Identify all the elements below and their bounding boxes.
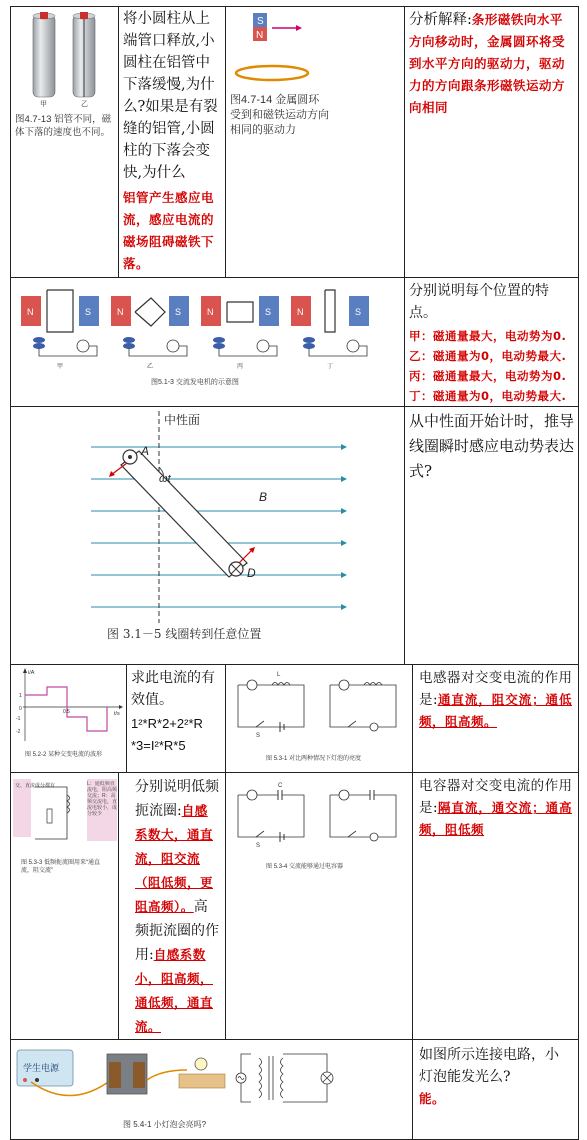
capacitor-label-c: C [278, 783, 283, 789]
cell-inductor-effect [413, 665, 579, 773]
ac-source-icon [370, 723, 378, 731]
tick-neg2: -2 [16, 729, 21, 735]
caption-fig-5-3-3: 图 5.3-3 低频扼流圈用来“通直流，阻交流” [21, 860, 101, 874]
cell-choke-effects [119, 773, 226, 1040]
coil-rotation-figure [11, 407, 383, 643]
point-a-label: A [141, 444, 150, 458]
cell-fig-5-3-4 [226, 773, 413, 1040]
pole-s-jia: S [85, 307, 92, 317]
cell-capacitor-effect [413, 773, 579, 1040]
coil-yi [135, 298, 165, 326]
coil-jia [47, 290, 73, 332]
worksheet-table [10, 6, 579, 1140]
tick-0: 0 [19, 706, 22, 712]
cell-q1 [119, 7, 226, 278]
switch-icon [256, 721, 264, 727]
row-choke-capacitor [11, 773, 579, 1040]
row-induction [11, 7, 579, 278]
tick-neg1: -1 [16, 716, 21, 722]
lamp-icon-right [339, 680, 349, 690]
velocity-arrow-d [239, 549, 253, 563]
capacitor-switch-label: S [256, 843, 261, 849]
field-label: B [259, 490, 268, 504]
caption-fig-5-2-2: 图 5.2-2 某种交变电流的波形 [25, 752, 103, 758]
question-inductor [413, 665, 578, 733]
pole-n-yi: N [117, 307, 124, 317]
angle-label: ωt [159, 473, 171, 485]
caption-fig-4-7-13: 图4.7-13 铝管不同，磁体下落的速度也不同。 [15, 114, 112, 138]
cell-fig-3-1-5 [11, 407, 405, 665]
question-effective: 求此电流的有效值。 [131, 670, 215, 708]
generator-panel-bing [201, 296, 279, 370]
low-choke-question: 分别说明低频扼流圈: [135, 779, 219, 819]
question-emf-expression: 从中性面开始计时，推导线圈瞬时感应电动势表达式? [409, 412, 575, 480]
label-jia: 甲 [40, 101, 47, 108]
answer-lamp: 能。 [419, 1091, 446, 1106]
switch-label-s: S [256, 733, 261, 739]
generator-panel-yi [111, 296, 189, 370]
row-generator [11, 278, 579, 407]
cell-fig-5-3-3 [11, 773, 119, 1040]
generator-panel-jia [21, 290, 99, 370]
waveform-xlabel: t/s [114, 711, 120, 717]
panel-label-bing: 丙 [237, 364, 244, 370]
cell-analysis [405, 7, 579, 278]
question-capacitor [413, 773, 578, 841]
cell-fig-5-1-3 [11, 278, 405, 407]
transformer-figure [11, 1040, 347, 1116]
answer-yi: 乙：磁通量为0，电动势最大. [409, 349, 567, 363]
coil-side-view [121, 451, 247, 577]
coil-ding [325, 290, 335, 332]
calc-line-2: *3=I²*R*5 [131, 738, 186, 753]
waveform-figure [11, 665, 127, 747]
caption-fig-5-1-3: 图5.1-3 交流发电机的示意图 [151, 379, 239, 386]
lamp-base-board [179, 1074, 225, 1088]
point-d-label: D [247, 566, 256, 580]
inductor-circuit-figure [226, 665, 413, 751]
caption-fig-5-3-1: 图 5.3-1 对比两种情况下灯泡的亮度 [266, 756, 362, 762]
ring-magnet-figure [226, 7, 405, 89]
question-aluminum: 将小圆柱从上端管口释放,小圆柱在铝管中下落缓慢,为什么?如果是有裂缝的铝管,小圆柱的下落会变快,为什么 [123, 11, 218, 181]
resistor-icon [47, 809, 52, 823]
lamp-icon [247, 680, 257, 690]
metal-ring-icon [236, 66, 308, 80]
tick-05: 0.5 [63, 709, 70, 715]
question-positions: 分别说明每个位置的特点。 [409, 283, 550, 321]
caption-fig-4-7-14: 图4.7-14 金属圆环受到和磁铁运动方向相同的驱动力 [230, 94, 330, 136]
inductor-answer: 通直流，阻交流；通低频，阻高频。 [419, 692, 573, 729]
answer-jia: 甲：磁通量最大，电动势为0. [409, 329, 567, 343]
analysis-label: 分析解释: [409, 12, 472, 28]
cell-fig-4-7-13 [11, 7, 119, 278]
question-lamp: 如图所示连接电路，小灯泡能发光么? [419, 1047, 560, 1085]
pole-n-bing: N [207, 307, 214, 317]
magnet-cylinder-jia [40, 12, 48, 19]
choke-circuit-figure [11, 773, 119, 855]
inductor-label-l: L [277, 672, 281, 678]
transformer-schematic [236, 1054, 333, 1102]
cell-derivation [405, 407, 579, 665]
generator-figure [11, 278, 383, 374]
row-transformer [11, 1040, 579, 1140]
capacitor-question-text: 电容器对交变电流的作用是: [419, 778, 573, 816]
high-choke-answer: 自感系数小，阻高频，通低频，通直流。 [135, 947, 214, 1034]
waveform-ylabel: i/A [28, 670, 35, 676]
pole-n-ding: N [297, 307, 304, 317]
pole-s-ding: S [355, 307, 362, 317]
power-supply-label: 学生电源 [23, 1063, 60, 1073]
cell-effective-calc [127, 665, 226, 773]
panel-label-ding: 丁 [327, 364, 334, 370]
answer-bing: 丙：磁通量最大，电动势为0. [409, 369, 567, 383]
pole-n-jia: N [27, 307, 34, 317]
capacitor-circuit-left [238, 783, 304, 849]
caption-fig-5-3-4: 图 5.3-4 交流能够通过电容器 [266, 864, 344, 870]
inductor-circuit-left [238, 672, 304, 739]
panel-label-yi: 乙 [147, 364, 154, 370]
capacitor-circuit-figure [226, 773, 413, 859]
capacitor-circuit-right [330, 790, 396, 841]
answer-aluminum: 铝管产生感应电流，感应电流的磁场阻碍磁铁下落。 [123, 190, 215, 271]
capacitor-answer: 隔直流，通交流；通高频，阻低频 [419, 800, 573, 837]
answer-ding: 丁：磁通量为0，电动势最大. [409, 389, 567, 403]
choke-text [119, 773, 225, 1039]
high-choke-question: 高频扼流圈的作用: [135, 899, 219, 963]
analysis-text: 条形磁铁向水平方向移动时，金属圆环将受到水平方向的驱动力，驱动力的方向跟条形磁铁运动方向相同 [409, 12, 566, 115]
row-coil-rotation [11, 407, 579, 665]
caption-fig-3-1-5: 图 3.1－5 线圈转到任意位置 [107, 627, 262, 641]
label-yi: 乙 [81, 101, 88, 108]
bulb-icon [195, 1058, 207, 1070]
coil-bing [227, 302, 253, 322]
cell-generator-answers [405, 278, 579, 407]
tube-jia [33, 15, 55, 97]
magnet-n-label: N [256, 30, 264, 41]
neutral-plane-label: 中性面 [164, 413, 201, 427]
choke-note-right: L：通低频直流电，阻高频交流；R：高频交流电，直流电较小，成分较少 [87, 781, 117, 817]
cell-fig-4-7-14 [226, 7, 405, 278]
calc-line-1: 1²*R*2+2²*R [131, 716, 203, 731]
tick-1: 1 [19, 693, 22, 699]
inductor-circuit-right [330, 680, 396, 731]
inductor-question-text: 电感器对交变电流的作用是: [419, 670, 573, 708]
panel-label-jia: 甲 [57, 364, 64, 370]
low-choke-answer: 自感系数大，通直流，阻交流（阻低频，更阻高频）。 [135, 803, 214, 914]
caption-fig-5-4-1: 图 5.4-1 小灯泡会亮吗? [123, 1120, 207, 1129]
aluminum-tubes-figure [11, 7, 119, 109]
magnet-cylinder-yi [80, 12, 88, 19]
pole-s-yi: S [175, 307, 182, 317]
pole-s-bing: S [265, 307, 272, 317]
cell-fig-5-4-1 [11, 1040, 413, 1140]
cell-transformer-question [413, 1040, 579, 1140]
lamp-icon-cap [247, 790, 257, 800]
cell-fig-5-3-1 [226, 665, 413, 773]
magnet-s-label: S [257, 16, 264, 27]
cell-fig-5-2-2 [11, 665, 127, 773]
generator-panel-ding [291, 290, 369, 370]
choke-note-left: 交、直流成分都有 [15, 783, 56, 789]
row-effective-value [11, 665, 579, 773]
